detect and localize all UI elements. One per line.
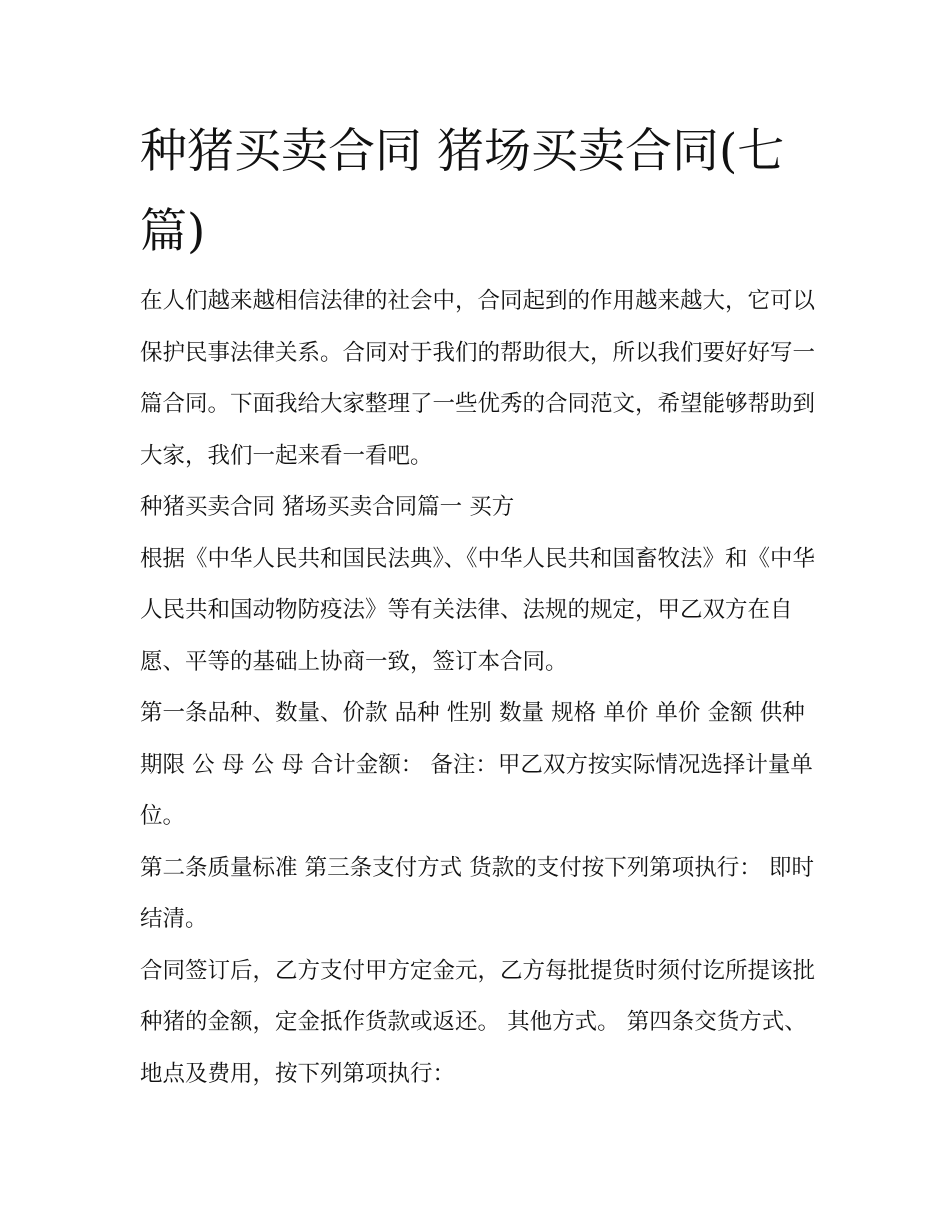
- paragraph-article-4: 合同签订后，乙方支付甲方定金元，乙方每批提货时须付讫所提该批种猪的金额，定金抵作货款或返还。 其他方式。 第四条交货方式、地点及费用，按下列第项执行：: [140, 957, 816, 1087]
- document-body: [140, 276, 820, 1100]
- paragraph-section-heading: 种猪买卖合同 猪场买卖合同篇一 买方: [140, 494, 515, 520]
- paragraph-intro: 在人们越来越相信法律的社会中，合同起到的作用越来越大，它可以保护民事法律关系。合同对于我们的帮助很大，所以我们要好好写一篇合同。下面我给大家整理了一些优秀的合同范文，希望能够帮助到大家，我们一起来看一看吧。: [140, 288, 816, 469]
- paragraph-article-1: 第一条品种、数量、价款 品种 性别 数量 规格 单价 单价 金额 供种 期限 公 母 公 母 合计金额： 备注：甲乙双方按实际情况选择计量单位。: [140, 700, 813, 829]
- document-title: 种猪买卖合同 猪场买卖合同(七篇): [140, 124, 785, 259]
- paragraph-legal-basis: 根据《中华人民共和国民法典》、《中华人民共和国畜牧法》和《中华人民共和国动物防疫法》等有关法律、法规的规定，甲乙双方在自愿、平等的基础上协商一致，签订本合同。: [140, 545, 816, 675]
- paragraph-article-2-3: 第二条质量标准 第三条支付方式 货款的支付按下列第项执行： 即时结清。: [140, 854, 814, 932]
